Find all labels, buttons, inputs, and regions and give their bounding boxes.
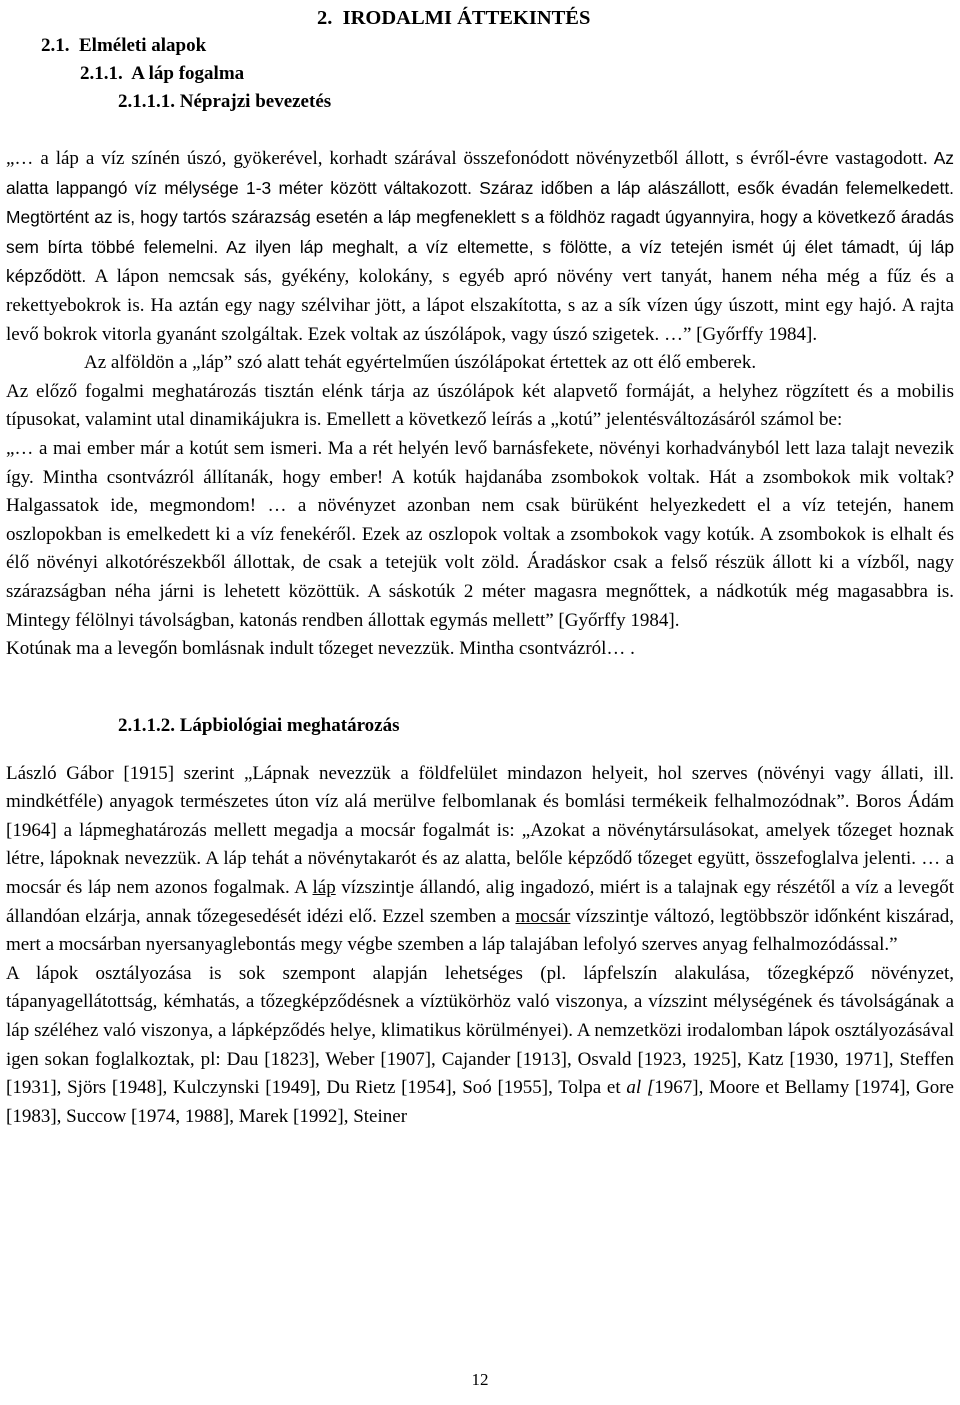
alfold-paragraph: Az alföldön a „láp” szó alatt tehát egyértelműen úszólápokat értettek az ott élő emberek. xyxy=(84,352,757,374)
chapter-heading: 2. IRODALMI ÁTTEKINTÉS xyxy=(317,7,591,29)
paragraph-text: László Gábor [1915] szerint „Lápnak nevezzük a földfelület mindazon helyeit, hol szerves (növényi vagy állati, ill. mindkétféle) anyagok természetes úton víz alá merülve felbomlanak és bomlási termékeik felhalmozódnak”. Boros Ádám [1964] a lápmeghatározás mellett megadja a mocsár fogalmát is: „Azokat a növénytársulásokat, amelyek tőzeget hoznak létre, lápoknak nevezzük. A láp tehát a növénytakarót és az alatta, belőle képződő tőzeget együtt, összefoglalva jelenti. … a mocsár és láp nem azonos fogalmak. A xyxy=(6,762,954,899)
underlined-word-mocsar: mocsár xyxy=(515,905,571,927)
kotu-definition-paragraph: Kotúnak ma a levegőn bomlásnak indult tőzeget nevezzük. Mintha csontvázról… . xyxy=(6,638,635,660)
section-heading: 2.1. Elméleti alapok xyxy=(41,35,207,56)
gyorffy-quote-paragraph xyxy=(6,144,954,349)
paragraph-text: 1967], Moore et Bellamy [1974], Gore [1983], Succow [1974, 1988], Marek [1992], Steiner xyxy=(6,1077,954,1127)
classification-paragraph xyxy=(6,960,954,1132)
paragraph-text: A lápok osztályozása is sok szempont alapján lehetséges (pl. lápfelszín alakulása, tőzegképző növényzet, tápanyagellátottság, kémhatás, a tőzegképződésnek a víztükörhöz való viszonya, a vízszint mélységének és távolságának a láp széléhez való viszonya, a lápképződés helye, klimatikus körülményei). A nemzetközi irodalomban lápok osztályozásával igen sokan foglalkoztak, pl: Dau [1823], Weber [1907], Cajander [1913], Osvald [1923, 1925], Katz [1930, 1971], Steffen [1931], Sjörs [1948], Kulczynski [1949], Du Rietz [1954], Soó [1955], Tolpa et xyxy=(6,962,954,1099)
quote-text-sans: Az alatta lappangó víz mélysége 1-3 méter között váltakozott. Száraz időben a láp alászállott, esők évadán felemelkedett. Megtörtént az is, hogy tartós szárazság esetén a láp megfeneklett s a földhöz ragadt úgyannyira, hogy a következő áradás sem bírta többé felemelni. Az ilyen láp meghalt, a víz eltemette, s fölötte, a víz tetején ismét új élet támadt, új láp képződött. xyxy=(6,148,954,287)
subsection-heading: 2.1.1. A láp fogalma xyxy=(80,63,245,84)
paragraph-text: vízszintje állandó, alig ingadozó, miért is a talajnak egy részétől a víz a levegőt állandóan elzárja, annak tőzegesedését idézi elő. Ezzel szemben a xyxy=(6,877,954,927)
quote-text: A lápon nemcsak sás, gyékény, kolokány, s egyéb apró növény vert tanyát, hanem néha még a fűz és a rekettyebokrok is. Ha aztán egy nagy szélvihar jött, a lápot elszakította, s az a sík vízen úgy úszott, mint egy hajó. A rajta levő bokrok vitorla gyanánt szolgáltak. Ezek voltak az úszólápok, vagy úszó szigetek. …” [Győrffy 1984]. xyxy=(6,266,954,345)
quote-text: „… a láp a víz színén úszó, gyökerével, korhadt szárával összefonódott növényzetből állott, s évről-évre vastagodott. xyxy=(6,148,928,169)
definition-paragraph: Az előző fogalmi meghatározás tisztán elénk tárja az úszólápok két alapvető formáját, a helyhez rögzített és a mobilis típusokat, valamint utal dinamikájukra is. Emellett a következő leírás a „kotú” jelentésváltozásáról számol be: xyxy=(6,380,954,431)
biology-definition-paragraph xyxy=(6,760,954,960)
subsubsection-heading: 2.1.1.2. Lápbiológiai meghatározás xyxy=(118,714,400,736)
paragraph-text: vízszintje változó, legtöbbször időnként kiszárad, mert a mocsárban nyersanyaglebontás megy végbe szemben a láp talajában lefolyó szerves anyag felhalmozódással.” xyxy=(6,905,955,956)
underlined-word-lap: láp xyxy=(312,877,336,899)
page-number: 12 xyxy=(471,1370,489,1389)
subsubsection-heading: 2.1.1.1. Néprajzi bevezetés xyxy=(118,91,332,112)
kotu-quote-paragraph: „… a mai ember már a kotút sem ismeri. Ma a rét helyén levő barnásfekete, növényi korhadványból lett laza talajt nevezik így. Mintha csontvázról állítanák, hogy ember! A kotúk hajdanába zsombokok voltak. Hát a zsombokok mik voltak? Halgassatok ide, megmondom! … a növényzet azonban nem csak bürüként helyezkedett el a víz tetején, hanem oszlopokban is emelkedett ki a víz fenekéről. Ezek az oszlopok voltak a zsombokok vagy kotúk. A zsombokok is elhalt és élő növényi alkotórészekből állottak, de csak a tetejük volt zöld. Áradáskor csak a felső részük állott ki a vízből, nagy szárazságban néha járni is lehetett közöttük. A sáskotúk 2 méter magasra megnőttek, a nádkotúk még magasabbra is. Mintegy félölnyi távolságban, katonás rendben állottak egymás mellett” [Győrffy 1984]. xyxy=(6,437,954,631)
italic-al: al [ xyxy=(626,1077,655,1099)
